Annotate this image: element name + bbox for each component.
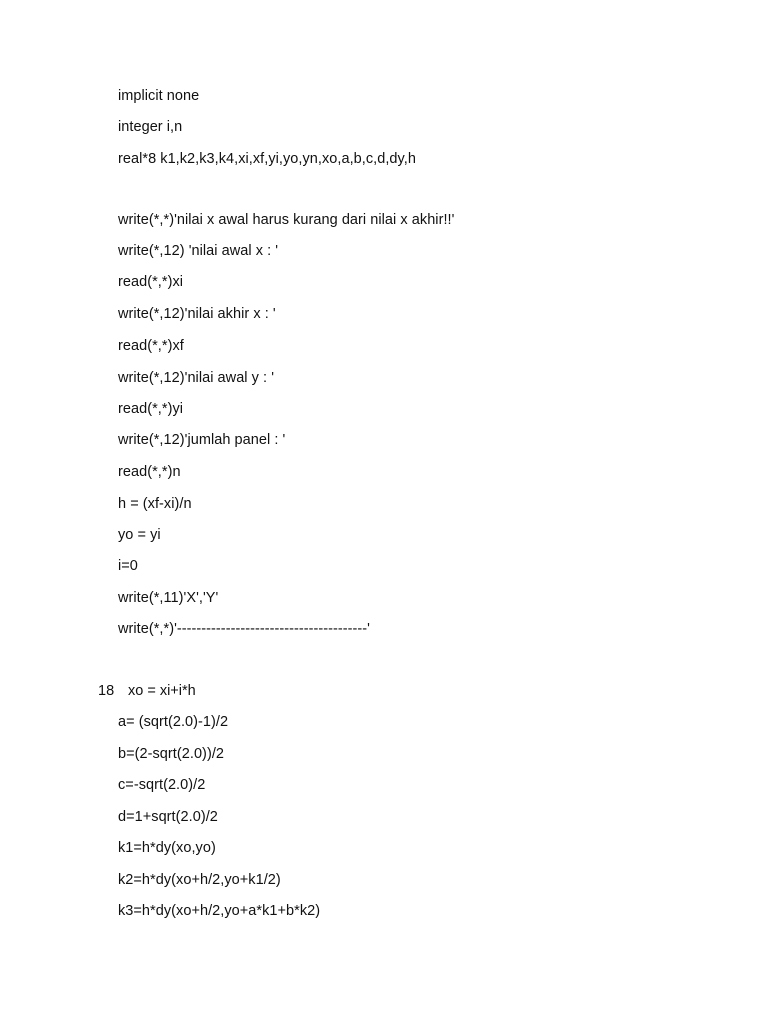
- code-line: d=1+sqrt(2.0)/2: [118, 809, 218, 825]
- code-line: read(*,*)xf: [118, 338, 184, 354]
- code-line: i=0: [118, 558, 138, 574]
- code-line: read(*,*)n: [118, 464, 181, 480]
- code-line: h = (xf-xi)/n: [118, 496, 192, 512]
- code-line: write(*,12) 'nilai awal x : ': [118, 243, 279, 259]
- code-line: b=(2-sqrt(2.0))/2: [118, 746, 225, 762]
- code-line: read(*,*)xi: [118, 274, 184, 290]
- code-line: write(*,12)'jumlah panel : ': [118, 432, 286, 448]
- code-line: integer i,n: [118, 119, 183, 135]
- code-line: k1=h*dy(xo,yo): [118, 840, 216, 856]
- code-line: real*8 k1,k2,k3,k4,xi,xf,yi,yo,yn,xo,a,b,c,d,dy,h: [118, 151, 416, 167]
- code-line: k2=h*dy(xo+h/2,yo+k1/2): [118, 872, 281, 888]
- statement-label: 18: [98, 683, 115, 699]
- code-line: implicit none: [118, 88, 200, 104]
- code-line: write(*,11)'X','Y': [118, 590, 219, 606]
- labeled-code-line: [98, 682, 196, 700]
- code-line: c=-sqrt(2.0)/2: [118, 777, 206, 793]
- code-line: read(*,*)yi: [118, 401, 184, 417]
- code-line: write(*,*)'nilai x awal harus kurang dari nilai x akhir!!': [118, 212, 455, 228]
- code-line: write(*,12)'nilai akhir x : ': [118, 306, 276, 322]
- code-line: write(*,*)'---------------------------------------': [118, 621, 370, 637]
- code-text: xo = xi+i*h: [128, 683, 196, 699]
- code-line: yo = yi: [118, 527, 161, 543]
- code-line: write(*,12)'nilai awal y : ': [118, 370, 275, 386]
- code-line: k3=h*dy(xo+h/2,yo+a*k1+b*k2): [118, 903, 321, 919]
- code-line: a= (sqrt(2.0)-1)/2: [118, 714, 229, 730]
